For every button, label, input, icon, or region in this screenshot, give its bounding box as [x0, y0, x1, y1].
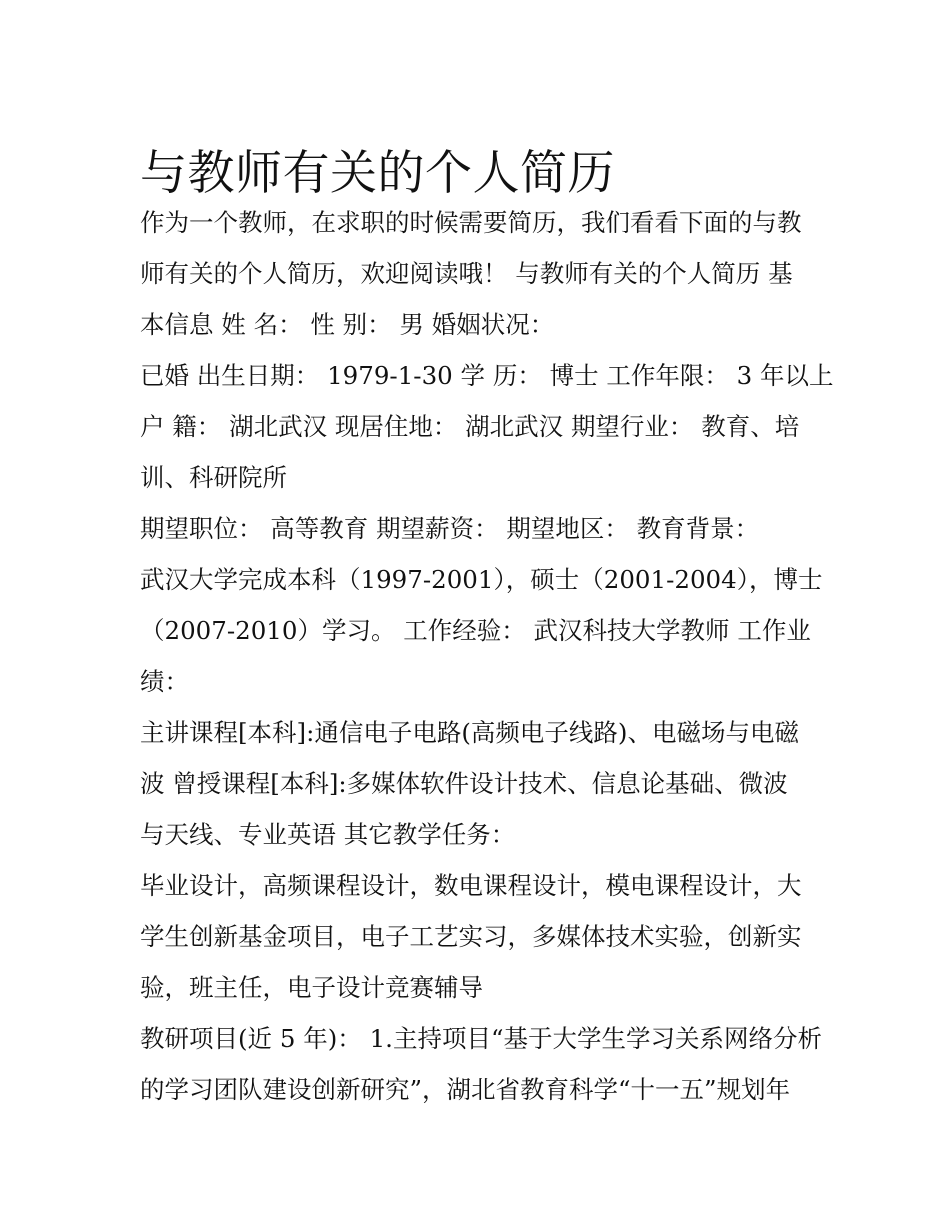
body-line: 毕业设计，高频课程设计，数电课程设计，模电课程设计，大: [140, 871, 802, 900]
body-line: 学生创新基金项目，电子工艺实习，多媒体技术实验，创新实: [140, 922, 802, 951]
body-line: 与天线、专业英语 其它教学任务：: [140, 820, 516, 849]
body-line: 本信息 姓 名： 性 别： 男 婚姻状况：: [140, 310, 555, 339]
body-line: 师有关的个人简历，欢迎阅读哦！ 与教师有关的个人简历 基: [140, 259, 793, 288]
body-line: 验，班主任，电子设计竞赛辅导: [140, 973, 483, 1002]
body-line: 的学习团队建设创新研究”，湖北省教育科学“十一五”规划年: [140, 1075, 791, 1104]
body-line: 教研项目(近 5 年)： 1.主持项目“基于大学生学习关系网络分析: [140, 1024, 822, 1053]
body-line: 作为一个教师，在求职的时候需要简历，我们看看下面的与教: [140, 208, 802, 237]
document-title: 与教师有关的个人简历: [140, 146, 615, 202]
body-line: 绩：: [140, 667, 189, 696]
body-line: 已婚 出生日期： 1979-1-30 学 历： 博士 工作年限： 3 年以上: [140, 361, 834, 390]
body-line: 武汉大学完成本科（1997-2001），硕士（2001-2004），博士: [140, 565, 823, 594]
body-line: 主讲课程[本科]:通信电子电路(高频电子线路)、电磁场与电磁: [140, 718, 799, 747]
body-line: 户 籍： 湖北武汉 现居住地： 湖北武汉 期望行业： 教育、培: [140, 412, 800, 441]
body-line: 波 曾授课程[本科]:多媒体软件设计技术、信息论基础、微波: [140, 769, 788, 798]
body-line: 训、科研院所: [140, 463, 287, 492]
body-line: 期望职位： 高等教育 期望薪资： 期望地区： 教育背景：: [140, 514, 760, 543]
document-body: [140, 197, 834, 1115]
body-line: （2007-2010）学习。 工作经验： 武汉科技大学教师 工作业: [140, 616, 811, 645]
